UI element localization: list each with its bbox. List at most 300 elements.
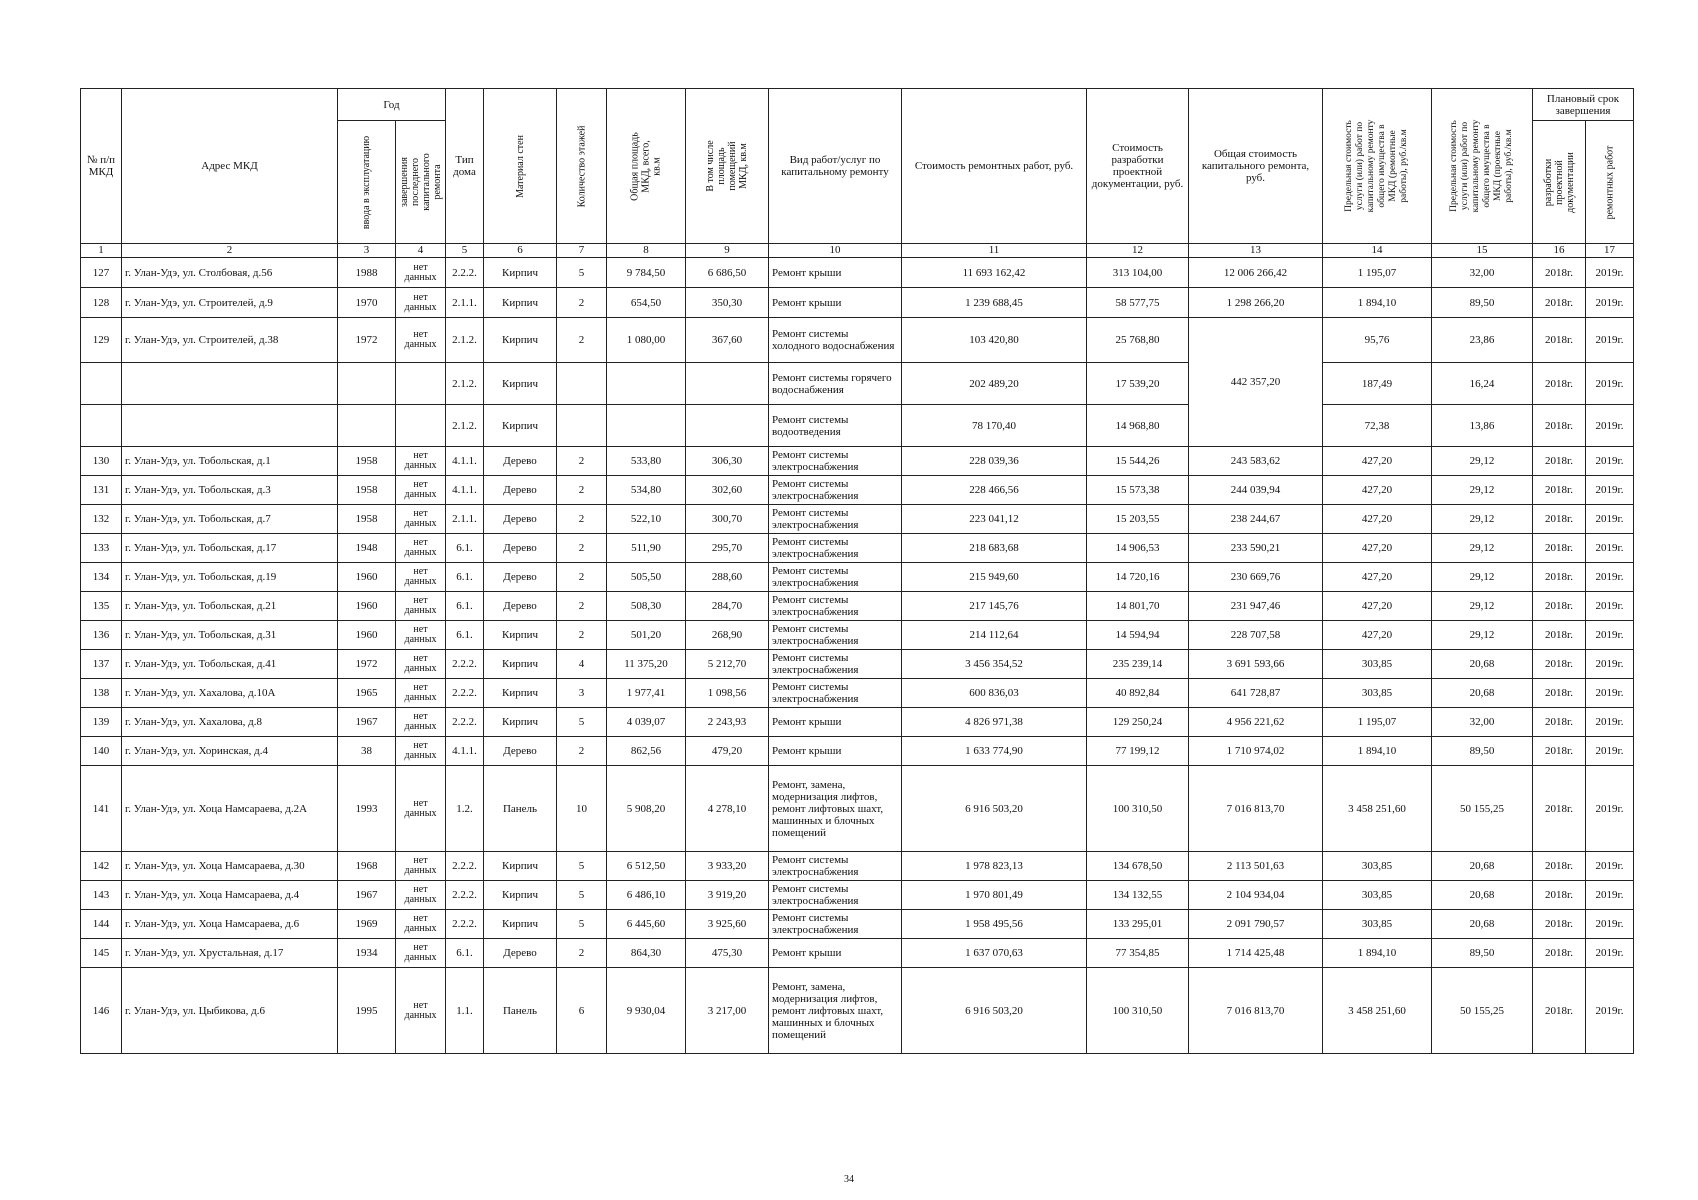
row-number-cell (81, 621, 122, 650)
total-area-cell (607, 318, 686, 363)
table-row (81, 852, 1634, 881)
address-cell (122, 318, 338, 363)
row-number-cell (81, 650, 122, 679)
total-area-cell (607, 288, 686, 318)
table-row (81, 592, 1634, 621)
column-number: 2 (122, 244, 338, 258)
work-type: Ремонт системы электроснабжения (772, 623, 859, 647)
total-cost-cell (1189, 318, 1323, 447)
planned-repair-cell (1586, 968, 1634, 1054)
total-cost-cell (1189, 288, 1323, 318)
repair-cost: 11 693 162,42 (962, 266, 1026, 279)
wall-material: Кирпич (501, 889, 539, 901)
address-cell (122, 476, 338, 505)
work-type-cell (769, 534, 902, 563)
header-planned-design: разработки проектной документации (1533, 121, 1586, 244)
house-type-cell (446, 447, 484, 476)
year-last-repair: нет данных (404, 624, 437, 645)
wall-material-cell (484, 910, 557, 939)
total-area: 522,10 (630, 513, 662, 525)
year-last-repair: нет данных (404, 913, 437, 934)
header-address: Адрес МКД (122, 89, 338, 244)
table-row (81, 679, 1634, 708)
address-cell (122, 288, 338, 318)
header-premises-area: В том числе площадь помещений МКД, кв.м (686, 89, 769, 244)
house-type: 2.2.2. (452, 687, 477, 699)
floors: 2 (578, 629, 585, 641)
house-type: 2.1.2. (452, 377, 477, 390)
limit-repair-cell (1323, 288, 1432, 318)
table-row (81, 534, 1634, 563)
planned-design-cell (1533, 910, 1586, 939)
house-type-cell (446, 288, 484, 318)
limit-repair: 427,20 (1361, 455, 1393, 467)
row-number-cell (81, 766, 122, 852)
wall-material-cell (484, 852, 557, 881)
total-cost-cell (1189, 766, 1323, 852)
design-cost-cell (1087, 505, 1189, 534)
house-type: 2.1.2. (452, 334, 477, 346)
work-type-cell (769, 679, 902, 708)
address-cell (122, 563, 338, 592)
work-type: Ремонт системы электроснабжения (772, 912, 859, 936)
address-cell (122, 650, 338, 679)
row-number: 136 (92, 629, 110, 641)
row-number: 142 (92, 860, 110, 872)
address: г. Улан-Удэ, ул. Хахалова, д.8 (125, 716, 263, 728)
year-commission-cell (338, 318, 396, 363)
repair-cost-cell (902, 766, 1087, 852)
premises-area-cell (686, 363, 769, 405)
work-type-cell (769, 563, 902, 592)
planned-design: 2018г. (1544, 296, 1574, 309)
design-cost-cell (1087, 766, 1189, 852)
total-cost: 1 714 425,48 (1226, 947, 1285, 959)
total-cost: 244 039,94 (1230, 484, 1281, 496)
premises-area-cell (686, 447, 769, 476)
house-type-cell (446, 679, 484, 708)
year-last-repair: нет данных (404, 682, 437, 703)
design-cost-cell (1087, 447, 1189, 476)
premises-area: 1 098,56 (707, 687, 747, 699)
limit-repair: 427,20 (1361, 513, 1393, 525)
planned-design-cell (1533, 534, 1586, 563)
row-number-cell (81, 592, 122, 621)
design-cost: 100 310,50 (1112, 1004, 1163, 1017)
year-commission: 1958 (355, 484, 378, 496)
planned-repair: 2019г. (1595, 802, 1624, 815)
limit-repair: 95,76 (1364, 334, 1390, 346)
address: г. Улан-Удэ, ул. Тобольская, д.19 (125, 571, 277, 583)
year-commission: 1948 (355, 542, 378, 554)
floors: 4 (578, 658, 585, 670)
repair-cost: 1 970 801,49 (965, 889, 1023, 901)
wall-material: Кирпич (501, 860, 539, 872)
row-number: 139 (92, 716, 110, 728)
repair-cost: 215 949,60 (969, 571, 1019, 583)
planned-design: 2018г. (1544, 542, 1574, 554)
planned-repair-cell (1586, 621, 1634, 650)
house-type-cell (446, 592, 484, 621)
total-area: 862,56 (630, 745, 662, 757)
limit-repair-cell (1323, 679, 1432, 708)
total-cost-cell (1189, 737, 1323, 766)
total-cost: 641 728,87 (1230, 687, 1281, 699)
total-cost-cell (1189, 621, 1323, 650)
total-cost-cell (1189, 910, 1323, 939)
table-row (81, 881, 1634, 910)
repair-cost-cell (902, 737, 1087, 766)
premises-area: 306,30 (711, 455, 743, 467)
work-type-cell (769, 650, 902, 679)
planned-design: 2018г. (1544, 1004, 1574, 1017)
limit-repair: 1 894,10 (1357, 296, 1397, 309)
planned-repair-cell (1586, 766, 1634, 852)
planned-design: 2018г. (1544, 918, 1574, 930)
table-row (81, 910, 1634, 939)
limit-design-cell (1432, 621, 1533, 650)
planned-design-cell (1533, 679, 1586, 708)
premises-area: 367,60 (711, 334, 743, 346)
year-last-repair-cell (396, 476, 446, 505)
header-work-type: Вид работ/услуг по капитальному ремонту (769, 89, 902, 244)
wall-material-cell (484, 592, 557, 621)
floors: 10 (576, 802, 587, 815)
table-row (81, 737, 1634, 766)
year-commission: 1967 (355, 889, 378, 901)
year-last-repair-cell (396, 592, 446, 621)
planned-repair-cell (1586, 592, 1634, 621)
year-commission: 1995 (355, 1004, 378, 1017)
year-last-repair: нет данных (404, 595, 437, 616)
address: г. Улан-Удэ, ул. Тобольская, д.21 (125, 600, 277, 612)
limit-repair-cell (1323, 766, 1432, 852)
total-cost-cell (1189, 968, 1323, 1054)
total-area: 11 375,20 (624, 658, 668, 670)
year-commission: 1967 (355, 716, 378, 728)
wall-material-cell (484, 766, 557, 852)
design-cost-cell (1087, 852, 1189, 881)
total-area-cell (607, 621, 686, 650)
header-planned-repair: ремонтных работ (1586, 121, 1634, 244)
planned-design: 2018г. (1544, 334, 1574, 346)
row-number: 133 (92, 542, 110, 554)
house-type-cell (446, 563, 484, 592)
work-type: Ремонт системы холодного водоснабжения (772, 328, 895, 352)
planned-design-cell (1533, 405, 1586, 447)
total-area: 6 486,10 (626, 889, 666, 901)
design-cost: 15 544,26 (1115, 455, 1160, 467)
limit-design: 13,86 (1469, 419, 1495, 432)
floors-cell (557, 288, 607, 318)
total-area-cell (607, 708, 686, 737)
design-cost-cell (1087, 939, 1189, 968)
repair-cost: 3 456 354,52 (965, 658, 1023, 670)
work-type: Ремонт, замена, модернизация лифтов, ремонт лифтовых шахт, машинных и блочных помещений (772, 980, 884, 1041)
planned-repair: 2019г. (1595, 419, 1624, 432)
house-type-cell (446, 476, 484, 505)
row-number: 132 (92, 513, 110, 525)
planned-design-cell (1533, 476, 1586, 505)
floors: 5 (578, 860, 585, 872)
limit-design-cell (1432, 534, 1533, 563)
premises-area: 284,70 (711, 600, 743, 612)
column-number: 15 (1432, 244, 1533, 258)
year-commission: 1970 (355, 296, 378, 309)
planned-design-cell (1533, 505, 1586, 534)
limit-design-cell (1432, 910, 1533, 939)
work-type-cell (769, 708, 902, 737)
work-type-cell (769, 621, 902, 650)
address: г. Улан-Удэ, ул. Хоца Намсараева, д.2А (125, 802, 308, 815)
total-cost-cell (1189, 679, 1323, 708)
work-type-cell (769, 939, 902, 968)
row-number-cell (81, 881, 122, 910)
limit-design-cell (1432, 288, 1533, 318)
year-last-repair: нет данных (404, 566, 437, 587)
limit-design: 50 155,25 (1460, 1004, 1504, 1017)
column-number: 10 (769, 244, 902, 258)
planned-design: 2018г. (1544, 455, 1574, 467)
house-type-cell (446, 621, 484, 650)
house-type-cell (446, 766, 484, 852)
year-commission-cell (338, 621, 396, 650)
year-last-repair-cell (396, 679, 446, 708)
wall-material: Кирпич (501, 419, 539, 432)
limit-design: 20,68 (1469, 860, 1495, 872)
total-cost-cell (1189, 650, 1323, 679)
house-type: 4.1.1. (452, 455, 477, 467)
year-last-repair: нет данных (404, 653, 437, 674)
row-number: 134 (92, 571, 110, 583)
row-number: 137 (92, 658, 110, 670)
year-commission: 1988 (355, 266, 378, 279)
limit-repair: 187,49 (1361, 377, 1393, 390)
premises-area-cell (686, 650, 769, 679)
total-area-cell (607, 881, 686, 910)
floors-cell (557, 534, 607, 563)
year-last-repair-cell (396, 288, 446, 318)
total-area-cell (607, 505, 686, 534)
limit-repair-cell (1323, 447, 1432, 476)
limit-design-cell (1432, 476, 1533, 505)
design-cost-cell (1087, 563, 1189, 592)
repair-cost: 6 916 503,20 (965, 802, 1023, 815)
planned-repair: 2019г. (1595, 629, 1624, 641)
repair-cost: 217 145,76 (969, 600, 1019, 612)
planned-repair: 2019г. (1595, 716, 1624, 728)
total-area-cell (607, 679, 686, 708)
limit-design: 29,12 (1469, 600, 1495, 612)
year-last-repair-cell (396, 318, 446, 363)
row-number-cell (81, 852, 122, 881)
planned-repair: 2019г. (1595, 571, 1624, 583)
repair-cost-cell (902, 258, 1087, 288)
limit-repair: 303,85 (1361, 889, 1393, 901)
address-cell (122, 852, 338, 881)
total-cost: 7 016 813,70 (1226, 802, 1285, 815)
repair-cost-cell (902, 505, 1087, 534)
limit-design: 20,68 (1469, 658, 1495, 670)
year-commission-cell (338, 910, 396, 939)
limit-repair-cell (1323, 968, 1432, 1054)
floors: 2 (578, 745, 585, 757)
limit-design: 89,50 (1469, 947, 1495, 959)
house-type-cell (446, 258, 484, 288)
work-type: Ремонт системы электроснабжения (772, 478, 859, 502)
total-cost: 243 583,62 (1230, 455, 1281, 467)
repair-cost-cell (902, 679, 1087, 708)
repair-cost: 6 916 503,20 (965, 1004, 1023, 1017)
limit-design: 29,12 (1469, 455, 1495, 467)
limit-design-cell (1432, 505, 1533, 534)
year-last-repair: нет данных (404, 537, 437, 558)
repair-cost: 1 633 774,90 (965, 745, 1023, 757)
house-type-cell (446, 505, 484, 534)
total-cost-cell (1189, 534, 1323, 563)
repair-cost: 228 039,36 (969, 455, 1019, 467)
repair-cost-cell (902, 939, 1087, 968)
floors-cell (557, 910, 607, 939)
repair-cost: 218 683,68 (969, 542, 1019, 554)
header-year: Год (338, 89, 446, 121)
year-last-repair-cell (396, 563, 446, 592)
limit-repair: 427,20 (1361, 629, 1393, 641)
planned-design: 2018г. (1544, 716, 1574, 728)
column-number: 13 (1189, 244, 1323, 258)
house-type: 2.2.2. (452, 716, 477, 728)
repair-cost-cell (902, 534, 1087, 563)
year-last-repair: нет данных (404, 855, 437, 876)
year-commission: 1972 (355, 334, 378, 346)
year-last-repair-cell (396, 939, 446, 968)
year-last-repair-cell (396, 447, 446, 476)
repair-cost: 214 112,64 (969, 629, 1019, 641)
repair-cost: 202 489,20 (969, 377, 1019, 390)
year-last-repair: нет данных (404, 508, 437, 529)
repair-cost-cell (902, 708, 1087, 737)
design-cost-cell (1087, 592, 1189, 621)
limit-repair: 1 195,07 (1357, 716, 1397, 728)
work-type: Ремонт системы электроснабжения (772, 652, 859, 676)
address: г. Улан-Удэ, ул. Хоринская, д.4 (125, 745, 268, 757)
planned-design-cell (1533, 968, 1586, 1054)
work-type: Ремонт системы водоотведения (772, 413, 849, 438)
header-year-last-repair: завершения последнего капитального ремонта (396, 121, 446, 244)
wall-material: Дерево (503, 542, 537, 554)
total-area: 9 930,04 (626, 1004, 666, 1017)
design-cost: 58 577,75 (1115, 296, 1160, 309)
repair-cost-cell (902, 650, 1087, 679)
header-wall-material: Материал стен (484, 89, 557, 244)
year-last-repair-cell (396, 910, 446, 939)
planned-repair-cell (1586, 405, 1634, 447)
work-type: Ремонт крыши (772, 745, 842, 757)
year-commission-cell (338, 766, 396, 852)
floors: 2 (578, 296, 585, 309)
address: г. Улан-Удэ, ул. Хоца Намсараева, д.4 (125, 889, 300, 901)
wall-material: Кирпич (501, 266, 539, 279)
design-cost: 40 892,84 (1115, 687, 1160, 699)
limit-repair: 427,20 (1361, 571, 1393, 583)
floors-cell (557, 881, 607, 910)
wall-material-cell (484, 405, 557, 447)
wall-material-cell (484, 968, 557, 1054)
header-num: № п/п МКД (81, 89, 122, 244)
design-cost-cell (1087, 708, 1189, 737)
work-type: Ремонт крыши (772, 296, 842, 309)
limit-design-cell (1432, 708, 1533, 737)
work-type-cell (769, 258, 902, 288)
row-number: 144 (92, 918, 110, 930)
planned-repair: 2019г. (1595, 455, 1624, 467)
house-type-cell (446, 650, 484, 679)
planned-repair: 2019г. (1595, 513, 1624, 525)
year-commission-cell (338, 258, 396, 288)
row-number: 130 (92, 455, 110, 467)
premises-area: 302,60 (711, 484, 743, 496)
wall-material: Дерево (503, 947, 537, 959)
repair-cost: 1 978 823,13 (965, 860, 1023, 872)
planned-design: 2018г. (1544, 658, 1574, 670)
repair-cost-cell (902, 910, 1087, 939)
year-last-repair-cell (396, 852, 446, 881)
year-commission: 1972 (355, 658, 378, 670)
design-cost-cell (1087, 534, 1189, 563)
planned-design-cell (1533, 447, 1586, 476)
planned-design: 2018г. (1544, 802, 1574, 815)
total-area: 505,50 (630, 571, 662, 583)
limit-repair: 303,85 (1361, 860, 1393, 872)
design-cost-cell (1087, 737, 1189, 766)
planned-repair-cell (1586, 563, 1634, 592)
design-cost-cell (1087, 679, 1189, 708)
year-last-repair-cell (396, 258, 446, 288)
row-number-cell (81, 288, 122, 318)
limit-repair-cell (1323, 258, 1432, 288)
work-type-cell (769, 592, 902, 621)
limit-design: 20,68 (1469, 889, 1495, 901)
total-cost: 4 956 221,62 (1226, 716, 1285, 728)
limit-design: 89,50 (1469, 296, 1495, 309)
repair-cost-cell (902, 318, 1087, 363)
work-type-cell (769, 852, 902, 881)
planned-repair: 2019г. (1595, 600, 1624, 612)
limit-repair-cell (1323, 534, 1432, 563)
floors: 2 (578, 947, 585, 959)
wall-material-cell (484, 621, 557, 650)
house-type: 6.1. (456, 600, 473, 612)
floors: 2 (578, 334, 585, 346)
year-commission-cell (338, 852, 396, 881)
repair-cost: 223 041,12 (969, 513, 1019, 525)
table-row (81, 318, 1634, 363)
design-cost: 25 768,80 (1115, 334, 1160, 346)
address-cell (122, 505, 338, 534)
work-type-cell (769, 447, 902, 476)
limit-repair: 427,20 (1361, 600, 1393, 612)
wall-material-cell (484, 505, 557, 534)
total-cost: 12 006 266,42 (1223, 266, 1288, 279)
column-number: 1 (81, 244, 122, 258)
wall-material: Кирпич (501, 658, 539, 670)
address-cell (122, 910, 338, 939)
column-number: 8 (607, 244, 686, 258)
premises-area: 300,70 (711, 513, 743, 525)
limit-repair-cell (1323, 505, 1432, 534)
work-type: Ремонт системы электроснабжения (772, 854, 859, 878)
row-number: 135 (92, 600, 110, 612)
